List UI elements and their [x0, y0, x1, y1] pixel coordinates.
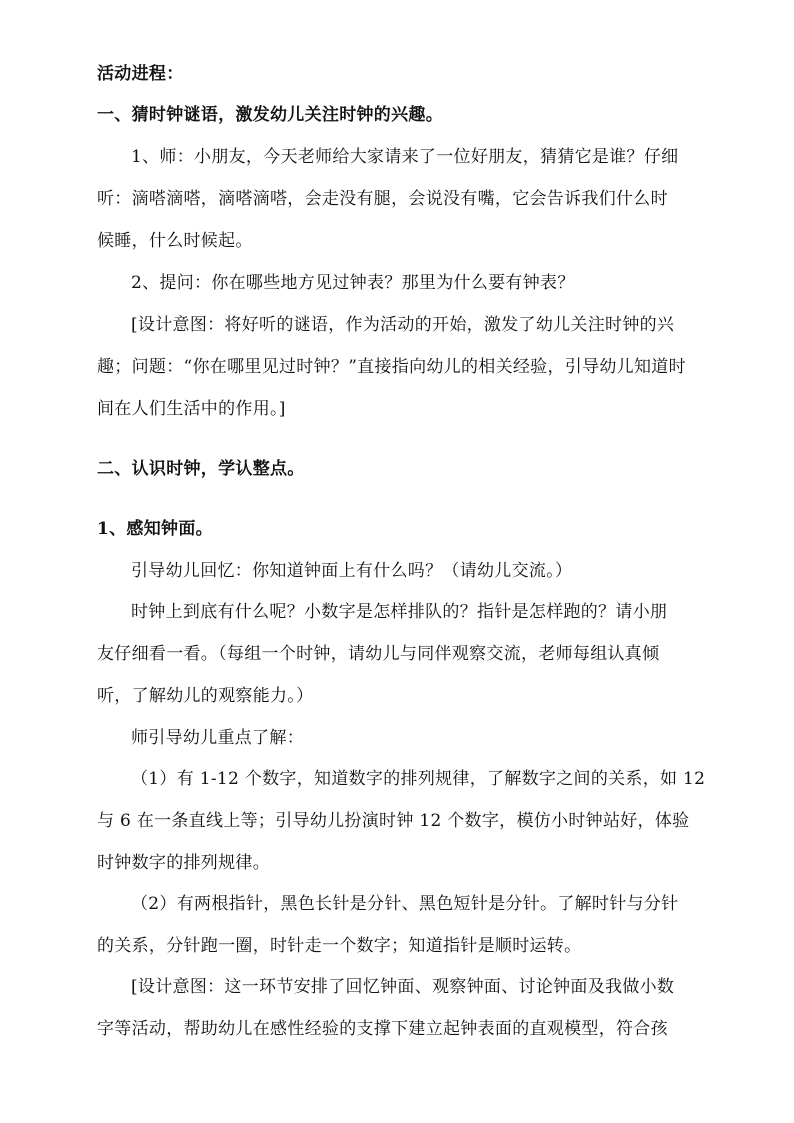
section-2-paragraph-2-line-3: 听，了解幼儿的观察能力。） [97, 686, 314, 706]
section-1-title: 一、猜时钟谜语，激发幼儿关注时钟的兴趣。 [97, 105, 443, 125]
section-1-design-line-2: 趣；问题：“你在哪里见过时钟？”直接指向幼儿的相关经验，引导幼儿知道时 [97, 357, 686, 377]
section-1-paragraph-2-line-1: 2、提问：你在哪些地方见过钟表？那里为什么要有钟表？ [131, 273, 575, 293]
section-1-paragraph-1-line-2: 听：滴嗒滴嗒，滴嗒滴嗒，会走没有腿，会说没有嘴，它会告诉我们什么时 [97, 189, 668, 209]
section-1-paragraph-1-line-3: 候睡，什么时候起。 [97, 231, 253, 251]
activity-heading: 活动进程： [97, 64, 184, 84]
section-2-title: 二、认识时钟，学认整点。 [97, 459, 305, 479]
section-2-design-line-2: 字等活动，帮助幼儿在感性经验的支撑下建立起钟表面的直观模型，符合孩 [97, 1019, 668, 1039]
section-2-paragraph-2-line-1: 时钟上到底有什么呢？小数字是怎样排队的？指针是怎样跑的？请小朋 [131, 602, 668, 622]
section-1-paragraph-1-line-1: 1、师：小朋友，今天老师给大家请来了一位好朋友，猜猜它是谁？仔细 [131, 147, 679, 167]
section-2-paragraph-4-line-1: （1）有 1-12 个数字，知道数字的排列规律，了解数字之间的关系，如 12 [131, 769, 706, 789]
section-2-paragraph-1-line-1: 引导幼儿回忆：你知道钟面上有什么吗？（请幼儿交流。） [131, 561, 573, 581]
section-2-paragraph-5-line-2: 的关系，分针跑一圈，时针走一个数字；知道指针是顺时运转。 [97, 936, 582, 956]
section-2-paragraph-3-line-1: 师引导幼儿重点了解： [131, 728, 304, 748]
section-1-design-line-3: 间在人们生活中的作用。] [97, 399, 286, 419]
section-2-paragraph-4-line-3: 时钟数字的排列规律。 [97, 853, 270, 873]
section-2-design-line-1: [设计意图：这一环节安排了回忆钟面、观察钟面、讨论钟面及我做小数 [131, 977, 675, 997]
section-2-paragraph-5-line-1: （2）有两根指针，黑色长针是分针、黑色短针是分针。了解时针与分针 [131, 894, 679, 914]
section-1-design-line-1: [设计意图：将好听的谜语，作为活动的开始，激发了幼儿关注时钟的兴 [131, 315, 675, 335]
section-2-paragraph-2-line-2: 友仔细看一看。（每组一个时钟，请幼儿与同伴观察交流，老师每组认真倾 [97, 644, 660, 664]
subsection-1-title: 1、感知钟面。 [97, 519, 213, 539]
section-2-paragraph-4-line-2: 与 6 在一条直线上等；引导幼儿扮演时钟 12 个数字，模仿小时钟站好，体验 [97, 811, 690, 831]
